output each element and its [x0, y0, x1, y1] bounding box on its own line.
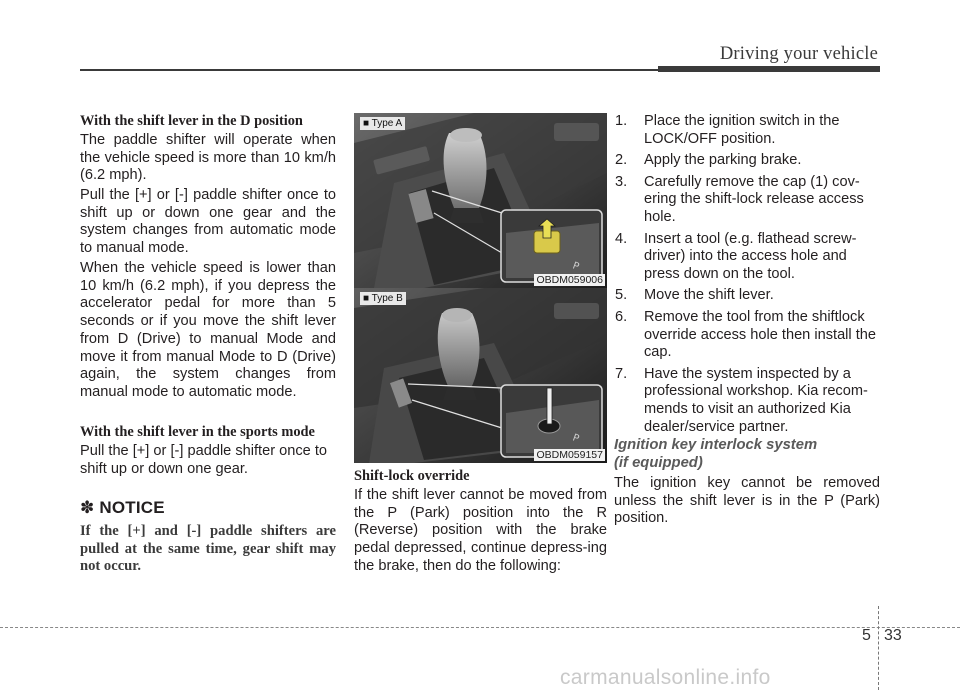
subhead-ignition-interlock: Ignition key interlock system (if equipped) — [614, 437, 818, 471]
heading-sports-mode: With the shift lever in the sports mode — [80, 424, 315, 440]
figure-code: OBDM059006 — [536, 274, 603, 286]
footer-separator — [878, 606, 879, 690]
list-item: 4. Insert a tool (e.g. flathead screw-driver) into the access hole and press down on the tool. — [615, 230, 857, 282]
shift-lock-steps-list — [615, 113, 880, 440]
paragraph-paddle-pull: Pull the [+] or [-] paddle shifter once to shift up or down one gear and the system changes from automatic mode to manual mode. — [80, 187, 336, 257]
svg-text:P: P — [570, 260, 581, 273]
list-item: 1. Place the ignition switch in the LOCK/OFF position. — [615, 113, 840, 147]
figure-type-label: ■ Type B — [360, 292, 406, 305]
shift-lever-type-b-illustration — [354, 288, 607, 463]
paragraph-sports-pull: Pull the [+] or [-] paddle shifter once to shift up or down one gear. — [80, 443, 328, 477]
page-chapter-number: 5 — [862, 627, 871, 644]
list-item: 7. Have the system inspected by a professional workshop. Kia recom-mends to visit an authorized Kia dealer/service partner. — [615, 365, 868, 435]
heading-shift-lock-override: Shift-lock override — [354, 468, 470, 484]
paragraph-shift-lock: If the shift lever cannot be moved from the P (Park) position into the R (Reverse) position with the brake pedal depressed, continue depress-ing the brake, then do the following: — [354, 487, 607, 574]
list-item: 6. Remove the tool from the shiftlock override access hole then install the cap. — [615, 308, 877, 361]
header-rule-accent — [658, 66, 880, 72]
footer-rule — [0, 627, 960, 628]
figure-type-b — [354, 288, 607, 463]
list-item: 5. Move the shift lever. — [615, 287, 774, 304]
paragraph-ignition-interlock: The ignition key cannot be removed unless the shift lever is in the P (Park) position. — [614, 475, 880, 527]
figure-type-label: ■ Type A — [360, 117, 405, 130]
list-item: 2. Apply the parking brake. — [615, 152, 802, 169]
figure-code: OBDM059157 — [536, 449, 603, 461]
paragraph-auto-return: When the vehicle speed is lower than 10 km/h (6.2 mph), if you depress the accelerator pedal for more than 5 seconds or if you move the shift lever from D (Drive) to manual Mode and move it from manual Mode to D (Drive) again, the system changes from manual mode to automatic mode. — [80, 260, 336, 400]
paragraph-paddle-speed: The paddle shifter will operate when the vehicle speed is more than 10 km/h (6.2 mph). — [80, 132, 336, 184]
notice-body: If the [+] and [-] paddle shifters are pulled at the same time, gear shift may not occur. — [80, 523, 336, 575]
list-item: 3. Carefully remove the cap (1) cov-ering the shift-lock release access hole. — [615, 173, 864, 225]
watermark: carmanualsonline.info — [560, 666, 771, 689]
figure-type-a — [354, 113, 607, 288]
notice-title: ✽ NOTICE — [80, 498, 165, 517]
heading-d-position: With the shift lever in the D position — [80, 113, 303, 129]
page-number: 33 — [884, 627, 902, 644]
page-header-title: Driving your vehicle — [719, 44, 878, 64]
shift-lever-type-a-illustration — [354, 113, 607, 288]
svg-text:P: P — [570, 432, 581, 445]
